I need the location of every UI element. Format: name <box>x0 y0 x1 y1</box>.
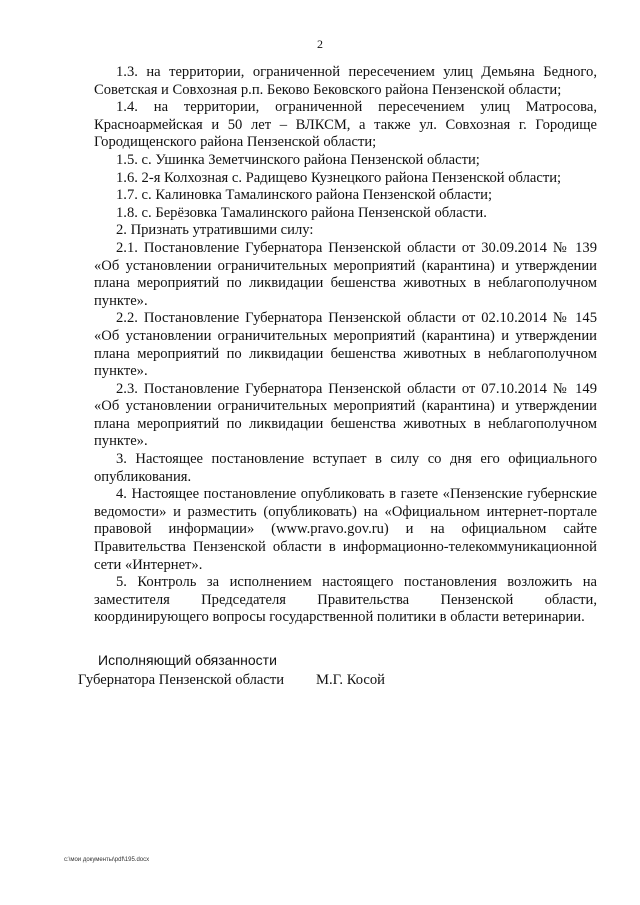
paragraph-1-7: 1.7. с. Калиновка Тамалинского района Пензенской области; <box>116 187 493 204</box>
document-body <box>94 64 597 627</box>
footer-file-path: c:\мои документы\pdf\195.docx <box>64 857 150 863</box>
signature-name: М.Г. Косой <box>316 672 385 688</box>
paragraph-2-1: 2.1. Постановление Губернатора Пензенской области от 30.09.2014 № 139 «Об установлении ограничительных мероприятий (карантина) и утверждении плана мероприятий по ликвидации бешенства животных в неблагополучном пункте». <box>94 239 597 309</box>
paragraph-2-3: 2.3. Постановление Губернатора Пензенской области от 07.10.2014 № 149 «Об установлении ограничительных мероприятий (карантина) и утверждении плана мероприятий по ликвидации бешенства животных в неблагополучном пункте». <box>94 380 597 450</box>
paragraph-1-5: 1.5. с. Ушинка Земетчинского района Пензенской области; <box>116 151 480 168</box>
paragraph-3: 3. Настоящее постановление вступает в силу со дня его официального опубликования. <box>94 451 597 485</box>
page-number: 2 <box>317 37 323 51</box>
paragraph-2: 2. Признать утратившими силу: <box>116 222 314 239</box>
signature-role-line-1: Исполняющий обязанности <box>98 652 277 668</box>
paragraph-1-8: 1.8. с. Берёзовка Тамалинского района Пензенской области. <box>116 204 487 221</box>
paragraph-1-6: 1.6. 2-я Колхозная с. Радищево Кузнецкого района Пензенской области; <box>116 169 562 186</box>
paragraph-2-2: 2.2. Постановление Губернатора Пензенской области от 02.10.2014 № 145 «Об установлении ограничительных мероприятий (карантина) и утверждении плана мероприятий по ликвидации бешенства животных в неблагополучном пункте». <box>94 310 597 380</box>
signature-role-line-2: Губернатора Пензенской области <box>78 672 285 688</box>
paragraph-1-3: 1.3. на территории, ограниченной пересечением улиц Демьяна Бедного, Советская и Совхозная р.п. Беково Бековского района Пензенской области; <box>94 64 597 98</box>
paragraph-5: 5. Контроль за исполнением настоящего постановления возложить на заместителя Председателя Правительства Пензенской области, координирующего вопросы государственной политики в области ветеринарии. <box>94 574 597 626</box>
paragraph-1-4: 1.4. на территории, ограниченной пересечением улиц Матросова, Красноармейская и 50 лет – ВЛКСМ, а также ул. Совхозная г. Городище Городищенского района Пензенской области; <box>94 99 597 151</box>
paragraph-4: 4. Настоящее постановление опубликовать в газете «Пензенские губернские ведомости» и разместить (опубликовать) на «Официальном интернет-портале правовой информации» (www.pravo.gov.ru) и на официальном сайте Правительства Пензенской области в информационно-телекоммуникационной сети «Интернет». <box>94 486 597 573</box>
